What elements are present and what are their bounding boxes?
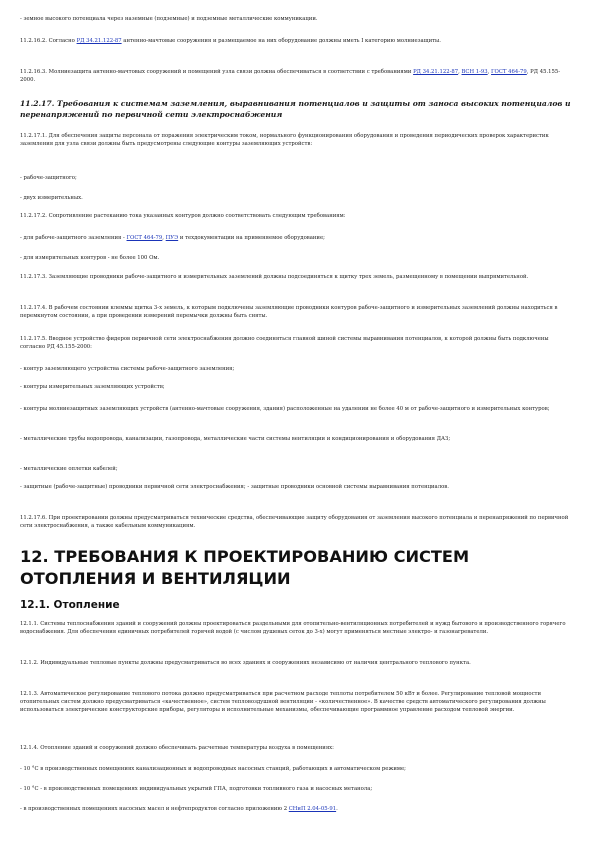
paragraph: 12.1.3. Автоматическое регулирование теплового потока должно предусматриваться при расчетном расходе теплоты потребителем 50 кВт и более. Регулирование тепловой мощности отопительных систем должно предусматриваться «качественное», систем тепловоздушной вентиляции - «количественное». В качестве средств автоматического регулирования должны использоваться электрические конструкторские приборы, регуляторы и исполнительные механизмы, обеспечивающие программное управление расходом тепловой энергии. [20, 691, 546, 713]
para-25 [20, 745, 572, 753]
para-4 [20, 133, 572, 149]
document-link[interactable]: ГОСТ 464-79 [491, 69, 527, 75]
para-5 [20, 175, 572, 183]
paragraph: 11.2.17.2. Сопротивление растеканию тока указанных контуров должно соответствовать следующим требованиям: [20, 213, 346, 219]
paragraph: - контур заземляющего устройства системы рабоче-защитного заземления; [20, 366, 235, 372]
text-run: антенно-мачтовые сооружения и размещаемое на них оборудование должны иметь I категорию молниезащиты. [121, 38, 441, 44]
paragraph: 12.1.1. Системы теплоснабжения зданий и сооружений должны проектироваться раздельными для отопительно-вентиляционных потребителей и нужд бытового и производственного горячего водоснабжения. Для обеспечения единичных потребителей горячей водой (с числом душевых сеток до 3-х) могут применяться местные электро- и газонагреватели. [20, 621, 566, 635]
para-2 [20, 69, 572, 85]
para-14 [20, 384, 572, 392]
paragraph: - рабоче-защитного; [20, 175, 77, 181]
document-link[interactable]: ПУЭ [165, 235, 179, 241]
para-9 [20, 255, 572, 263]
para-28 [20, 806, 572, 814]
paragraph: 11.2.17.1. Для обеспечения защиты персонала от поражения электрическим током, нормального функционирования оборудования и проведения периодических проверок характеристик заземления для узла связи должны быть предусмотрены следующие контуры заземляющих устройств: [20, 133, 549, 147]
para-13 [20, 366, 572, 374]
para-12 [20, 336, 572, 352]
paragraph: 12.1.2. Индивидуальные тепловые пункты должны предусматриваться во всех зданиях и сооружениях независимо от наличия центрального теплового пункта. [20, 660, 471, 666]
text-run: - для рабоче-защитного заземления - [20, 235, 127, 241]
text-run: 11.2.16.2. Согласно [20, 38, 77, 44]
para-17 [20, 466, 572, 474]
paragraph: - защитные (рабоче-защитные) проводники первичной сети электроснабжения; - защитные проводники основной системы выравнивания потенциалов. [20, 484, 449, 490]
para-26 [20, 766, 572, 774]
para-27 [20, 786, 572, 794]
text-run: - в производственных помещениях насосных масел и нефтепродуктов согласно приложению 2 [20, 806, 289, 812]
paragraph: 11.2.17.6. При проектировании должны предусматриваться технические средства, обеспечивающие защиту оборудования от заземления высокого потенциала и перенапряжений по первичной сети электроснабжения, а также кабельным коммуникациям. [20, 515, 569, 529]
para-1 [20, 38, 572, 46]
paragraph: - металлические оплетки кабелей; [20, 466, 118, 472]
text-run: и техдокументации на применяемое оборудование; [178, 235, 325, 241]
paragraph: - для измерительных контуров - не более 100 Ом. [20, 255, 160, 261]
paragraph [20, 38, 572, 46]
para-16 [20, 436, 572, 444]
section-heading [20, 546, 572, 589]
document-link[interactable]: РД 34.21.122-87 [76, 38, 122, 44]
para-19 [20, 515, 572, 531]
text-run: . [336, 806, 338, 812]
para-8 [20, 235, 572, 243]
para-18 [20, 484, 572, 492]
paragraph: - контуры измерительных заземляющих устройств; [20, 384, 165, 390]
document-link[interactable]: СНиП 2.04-05-91 [288, 806, 337, 812]
para-6 [20, 195, 572, 203]
para-24 [20, 691, 572, 715]
paragraph: 11.2.17.4. В рабочем состоянии клеммы щитка 3-х земель, к которым подключены заземляющие проводники контуров рабоче-защитного и измерительных заземлений должны находиться в перемкнутом состоянии, а при проведении измерений перемычки должны быть сняты. [20, 305, 558, 319]
sub-heading [20, 598, 572, 612]
para-15 [20, 406, 572, 414]
text-run: , РД 45.155-2000. [20, 69, 561, 83]
paragraph: - двух измерительных. [20, 195, 83, 201]
section-title: 12. ТРЕБОВАНИЯ К ПРОЕКТИРОВАНИЮ СИСТЕМ ОТОПЛЕНИЯ И ВЕНТИЛЯЦИИ [20, 547, 470, 588]
paragraph: - земное высокого потенциала через наземные (подземные) и подземные металлические коммуникации. [20, 16, 318, 22]
para-0 [20, 16, 572, 24]
para-10 [20, 274, 572, 282]
document-link[interactable]: РД 34.21.122-87 [413, 69, 459, 75]
document-link[interactable]: ГОСТ 464-79 [126, 235, 163, 241]
para-11 [20, 305, 572, 321]
paragraph: 11.2.17.3. Заземляющие проводники рабоче-защитного и измерительных заземлений должны подсоединяться к щитку трех земель, размещенному в помещении выпрямительной. [20, 274, 529, 280]
text-run: , [162, 235, 166, 241]
paragraph: - 10 °С - в производственных помещениях индивидуальных укрытий ГПА, подготовки топливного газа и насосных метанола; [20, 786, 373, 792]
para-22 [20, 621, 572, 637]
text-run: , [487, 69, 492, 75]
paragraph [20, 235, 572, 243]
paragraph: 12.1.4. Отопление зданий и сооружений должно обеспечивать расчетные температуры воздуха в помещениях: [20, 745, 334, 751]
paragraph [20, 806, 572, 814]
para-7 [20, 213, 572, 221]
subsection-title-heating: 12.1. Отопление [20, 599, 120, 611]
document-link[interactable]: ВСН 1-93 [461, 69, 488, 75]
paragraph [20, 69, 572, 85]
paragraph: - металлические трубы водопровода, канализации, газопровода, металлические части системы вентиляции и кондиционирования и оборудования ДАЗ; [20, 436, 451, 442]
subsection-title: 11.2.17. Требования к системам заземления, выравнивания потенциалов и защиты от заноса высоких потенциалов и перенапряжений по первичной сети электроснабжения [20, 99, 571, 119]
para-23 [20, 660, 572, 668]
paragraph: - контуры молниезащитных заземляющих устройств (антенно-мачтовые сооружения, здания) расположенные на удалении не более 40 м от рабоче-защитного и измерительных контуров; [20, 406, 550, 412]
paragraph: 11.2.17.5. Вводное устройство фидеров первичной сети электроснабжения должно соединяться главной шиной системы выравнивания потенциалов, к которой должны быть подключены согласно РД 45.155-2000: [20, 336, 549, 350]
text-run: 11.2.16.3. Молниезащита антенно-мачтовых сооружений и помещений узла связи должна обеспечиваться в соответствии с требованиями [20, 69, 414, 75]
subsection-heading [20, 99, 572, 120]
paragraph: - 10 °С в производственных помещениях канализационных и водопроводных насосных станций, работающих в автоматическом режиме; [20, 766, 406, 772]
text-run: , [458, 69, 462, 75]
